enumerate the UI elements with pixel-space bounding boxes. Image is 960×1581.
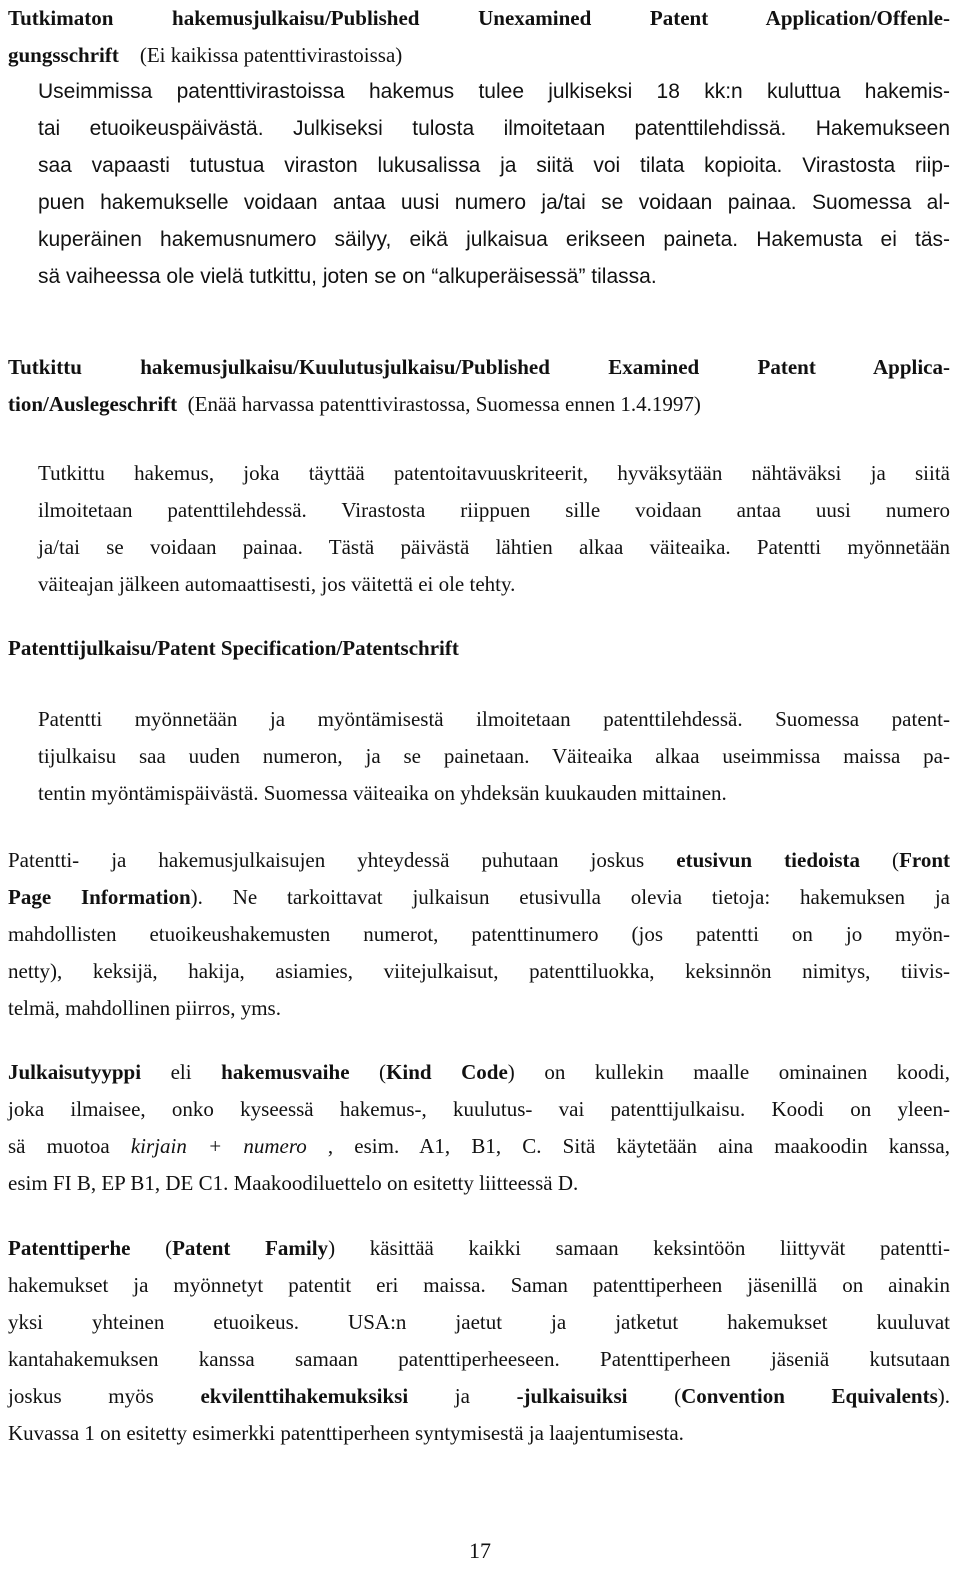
format-letter-number: kirjain + numero [130, 1134, 307, 1158]
paragraph-kind-code: Julkaisutyyppi eli hakemusvaihe (Kind Code) on kullekin maalle ominainen koodi, joka ilmaisee, onko kyseessä hakemus-, kuulutus- vai patenttijulkaisu. Koodi on yleen- sä muotoa kirjain + numero , esim. A1, B1, C. Sitä käytetään aina maakoodin kanssa, esim FI B, EP B1, DE C1. Maakoodiluettelo on esitetty liitteessä D. [8, 1054, 950, 1202]
heading-text: Tutkimaton hakemusjulkaisu/Published Unexamined Patent Application/Offenle- [8, 6, 950, 30]
text-line: kantahakemuksen kanssa samaan patenttiperheeseen. Patenttiperheen jäseniä kutsutaan [8, 1347, 950, 1371]
text-line: sä vaiheessa ole vielä tutkittu, joten se on “alkuperäisessä” tilassa. [38, 265, 657, 288]
text-line: Patentti myönnetään ja myöntämisestä ilmoitetaan patenttilehdessä. Suomessa patent- [38, 707, 950, 731]
section-heading-unexamined [8, 0, 950, 74]
heading-text: tion/Auslegeschrift [8, 392, 178, 416]
text-line: puen hakemukselle voidaan antaa uusi numero ja/tai se voidaan painaa. Suomessa al- [38, 191, 950, 214]
paragraph-examined [38, 455, 950, 603]
term-patent-family-fi: Patenttiperhe [8, 1236, 131, 1260]
text-line: netty), keksijä, hakija, asiamies, viitejulkaisut, patenttiluokka, keksinnön nimitys, tiivis- [8, 959, 950, 983]
section-heading-examined [8, 349, 950, 423]
paragraph-patent-family: Patenttiperhe (Patent Family) käsittää kaikki samaan keksintöön liittyvät patentti- hakemukset ja myönnetyt patentit eri maissa. Saman patenttiperheen jäsenillä on ainakin yksi yhteinen etuoikeus. USA:n jaetut ja jatketut hakemukset kuuluvat kantahakemuksen kanssa samaan patenttiperheeseen. Patenttiperheen jäseniä kutsutaan joskus myös ekvilenttihakemuksiksi ja -julkaisuiksi (Convention Equivalents). Kuvassa 1 on esitetty esimerkki patenttiperheen syntymisestä ja laajentumisesta. [8, 1230, 950, 1452]
text-line: ja/tai se voidaan painaa. Tästä päivästä lähtien alkaa väiteaika. Patentti myönnetään [38, 535, 950, 559]
text-line: saa vapaasti tutustua viraston lukusalissa ja siitä voi tilata kopioita. Virastosta riip- [38, 154, 950, 177]
term-kind-code: Kind Code [386, 1060, 508, 1084]
paragraph-front-page-information: Patentti- ja hakemusjulkaisujen yhteydessä puhutaan joskus etusivun tiedoista (Front Page Information). Ne tarkoittavat julkaisun etusivulla olevia tietoja: hakemuksen ja mahdollisten etuoikeushakemusten numerot, patenttinumero (jos patentti on jo myön- netty), keksijä, hakija, asiamies, viitejulkaisut, patenttiluokka, keksinnön nimitys, tiivis- telmä, mahdollinen piirros, yms. [8, 842, 950, 1027]
text-line: yksi yhteinen etuoikeus. USA:n jaetut ja jatketut hakemukset kuuluvat [8, 1310, 950, 1334]
text-line: tentin myöntämispäivästä. Suomessa väiteaika on yhdeksän kuukauden mittainen. [38, 781, 727, 805]
text-line: joka ilmaisee, onko kyseessä hakemus-, kuulutus- vai patenttijulkaisu. Koodi on yleen- [8, 1097, 950, 1121]
heading-text: gungsschrift [8, 43, 119, 67]
text-line: mahdollisten etuoikeushakemusten numerot, patenttinumero (jos patentti on jo myön- [8, 922, 950, 946]
text-line: ilmoitetaan patenttilehdessä. Virastosta riippuen sille voidaan antaa uusi numero [38, 498, 950, 522]
term-patent-family-en: Patent Family [172, 1236, 329, 1260]
heading-note: (Ei kaikissa patenttivirastoissa) [139, 43, 403, 67]
text-line: hakemukset ja myönnetyt patentit eri maissa. Saman patenttiperheen jäsenillä on ainakin [8, 1273, 950, 1297]
heading-text: Patenttijulkaisu/Patent Specification/Patentschrift [8, 636, 459, 660]
text-line: tai etuoikeuspäivästä. Julkiseksi tulosta ilmoitetaan patenttilehdissä. Hakemukseen [38, 117, 950, 140]
text-line: telmä, mahdollinen piirros, yms. [8, 996, 281, 1020]
term-application-phase: hakemusvaihe [221, 1060, 350, 1084]
term-equivalent-publications: -julkaisuiksi [516, 1384, 628, 1408]
text-line: Useimmissa patenttivirastoissa hakemus tulee julkiseksi 18 kk:n kuluttua hakemis- [38, 80, 950, 103]
text-line: tijulkaisu saa uuden numeron, ja se painetaan. Väiteaika alkaa useimmissa maissa pa- [38, 744, 950, 768]
paragraph-unexamined [38, 73, 950, 295]
text-line: Kuvassa 1 on esitetty esimerkki patenttiperheen syntymisestä ja laajentumisesta. [8, 1421, 684, 1445]
term-equivalent-applications: ekvilenttihakemuksiksi [200, 1384, 409, 1408]
text-line: esim FI B, EP B1, DE C1. Maakoodiluettelo on esitetty liitteessä D. [8, 1171, 579, 1195]
page-number: 17 [469, 1538, 491, 1563]
text-line: kuperäinen hakemusnumero säilyy, eikä julkaisua erikseen paineta. Hakemusta ei täs- [38, 228, 950, 251]
heading-text: Tutkittu hakemusjulkaisu/Kuulutusjulkaisu/Published Examined Patent Applica- [8, 355, 950, 379]
text-line: väiteajan jälkeen automaattisesti, jos väitettä ei ole tehty. [38, 572, 516, 596]
term-front-page: etusivun tiedoista [676, 848, 860, 872]
section-heading-specification [8, 630, 950, 667]
term-publication-type: Julkaisutyyppi [8, 1060, 142, 1084]
paragraph-specification [38, 701, 950, 812]
heading-note: (Enää harvassa patenttivirastossa, Suomessa ennen 1.4.1997) [187, 392, 701, 416]
term-convention-equivalents: Convention Equivalents [681, 1384, 938, 1408]
text-line: Tutkittu hakemus, joka täyttää patentoitavuuskriteerit, hyväksytään nähtäväksi ja siitä [38, 461, 950, 485]
